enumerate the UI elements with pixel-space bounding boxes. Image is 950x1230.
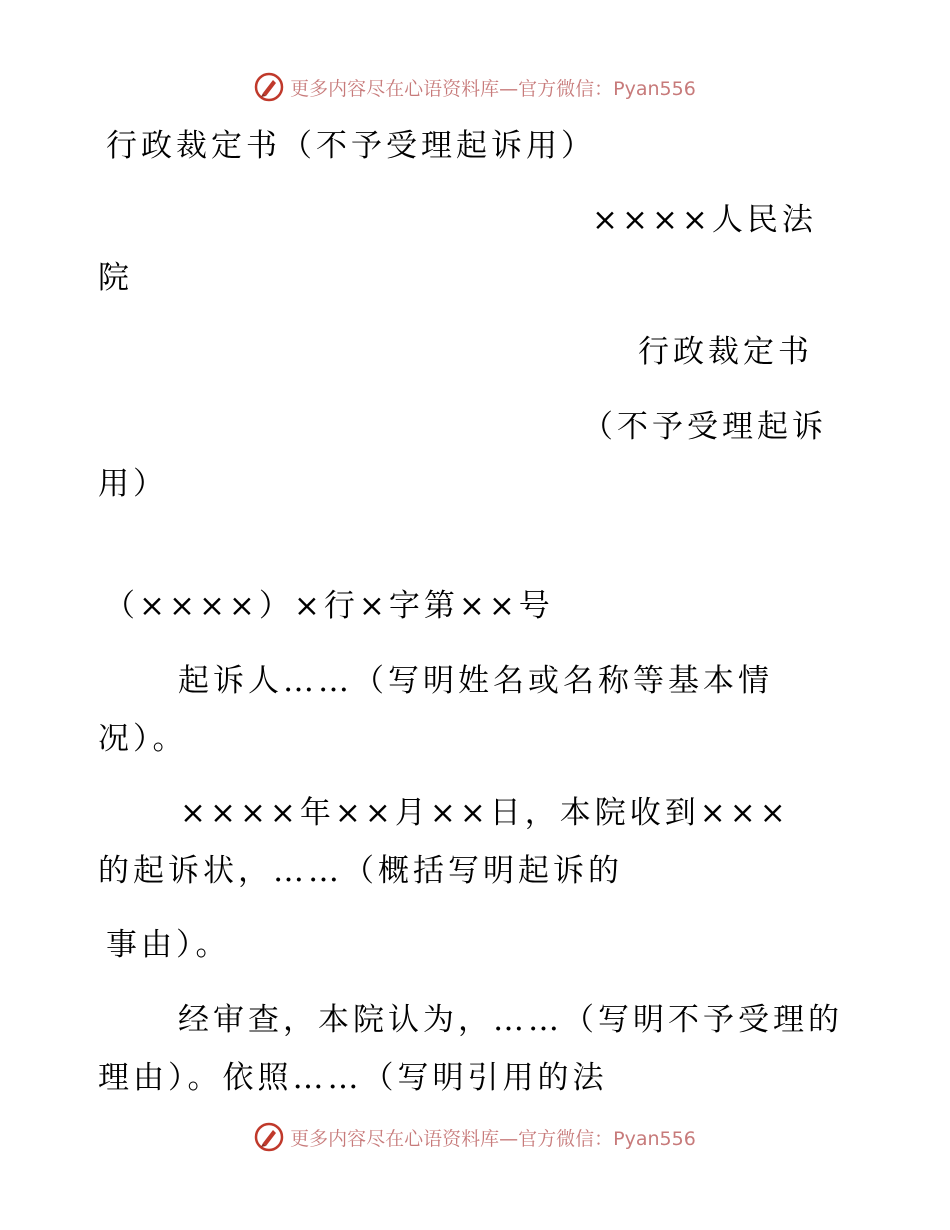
pen-logo-icon: [254, 72, 284, 102]
court-name-line-1: ××××人民法: [592, 202, 817, 238]
watermark-footer: [0, 1122, 950, 1152]
court-name-line-2: 院: [98, 260, 133, 296]
plaintiff-paragraph-line-2: 况）。: [98, 721, 188, 757]
receipt-paragraph-line-1: ××××年××月××日，本院收到×××: [180, 795, 790, 831]
ruling-subtitle-line-1: （不予受理起诉: [582, 409, 827, 445]
watermark-text: 更多内容尽在心语资料库—官方微信：Pyan556: [290, 77, 696, 100]
document-heading: 行政裁定书（不予受理起诉用）: [106, 128, 596, 164]
ruling-subtitle-line-2: 用）: [98, 466, 168, 502]
case-number: （××××）×行×字第××号: [104, 588, 554, 624]
watermark-header: [0, 72, 950, 102]
review-paragraph-line-1: 经审查，本院认为，……（写明不予受理的: [178, 1002, 843, 1038]
receipt-paragraph-line-2: 的起诉状，……（概括写明起诉的: [98, 853, 623, 889]
ruling-title: 行政裁定书: [638, 334, 813, 370]
receipt-paragraph-line-3: 事由）。: [106, 927, 231, 963]
watermark-text: 更多内容尽在心语资料库—官方微信：Pyan556: [290, 1127, 696, 1150]
pen-logo-icon: [254, 1122, 284, 1152]
review-paragraph-line-2: 理由）。依照……（写明引用的法: [98, 1060, 608, 1096]
plaintiff-paragraph-line-1: 起诉人……（写明姓名或名称等基本情: [178, 663, 773, 699]
